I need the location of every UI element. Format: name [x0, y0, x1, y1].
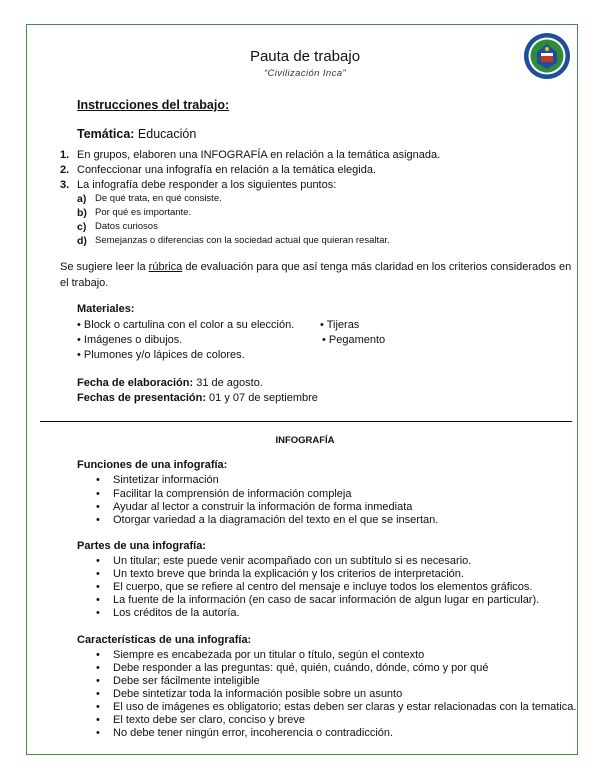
page-subtitle: “Civilización Inca”: [263, 68, 347, 79]
materials-heading: Materiales:: [77, 303, 135, 315]
tematica-line: [77, 127, 196, 141]
partes-heading: Partes de una infografía:: [77, 540, 206, 552]
infografia-heading: INFOGRAFÍA: [275, 435, 335, 446]
material-item: • Tijeras: [320, 319, 360, 331]
tematica-value: Educación: [137, 127, 197, 141]
funciones-heading: Funciones de una infografía:: [77, 459, 228, 471]
presentation-dates: Fechas de presentación: 01 y 07 de septiembre: [77, 392, 318, 404]
rubric-link[interactable]: rúbrica: [148, 261, 183, 273]
instructions-heading: Instrucciones del trabajo:: [77, 98, 230, 112]
caracteristicas-heading: Características de una infografía:: [77, 634, 252, 646]
material-item: • Block o cartulina con el color a su elección.: [77, 319, 295, 331]
material-item: • Plumones y/o lápices de colores.: [77, 349, 245, 361]
section-divider: [40, 421, 572, 422]
material-item: • Pegamento: [322, 334, 386, 346]
tematica-label: Temática:: [77, 127, 135, 141]
page-title: Pauta de trabajo: [249, 48, 361, 65]
rubric-paragraph: Se sugiere leer la rúbrica de evaluación para que así tenga más claridad en los criterios considerados en el trabajo.: [60, 261, 572, 289]
school-logo: [523, 32, 571, 80]
material-item: • Imágenes o dibujos.: [77, 334, 183, 346]
elaboration-date: Fecha de elaboración: 31 de agosto.: [77, 377, 263, 389]
